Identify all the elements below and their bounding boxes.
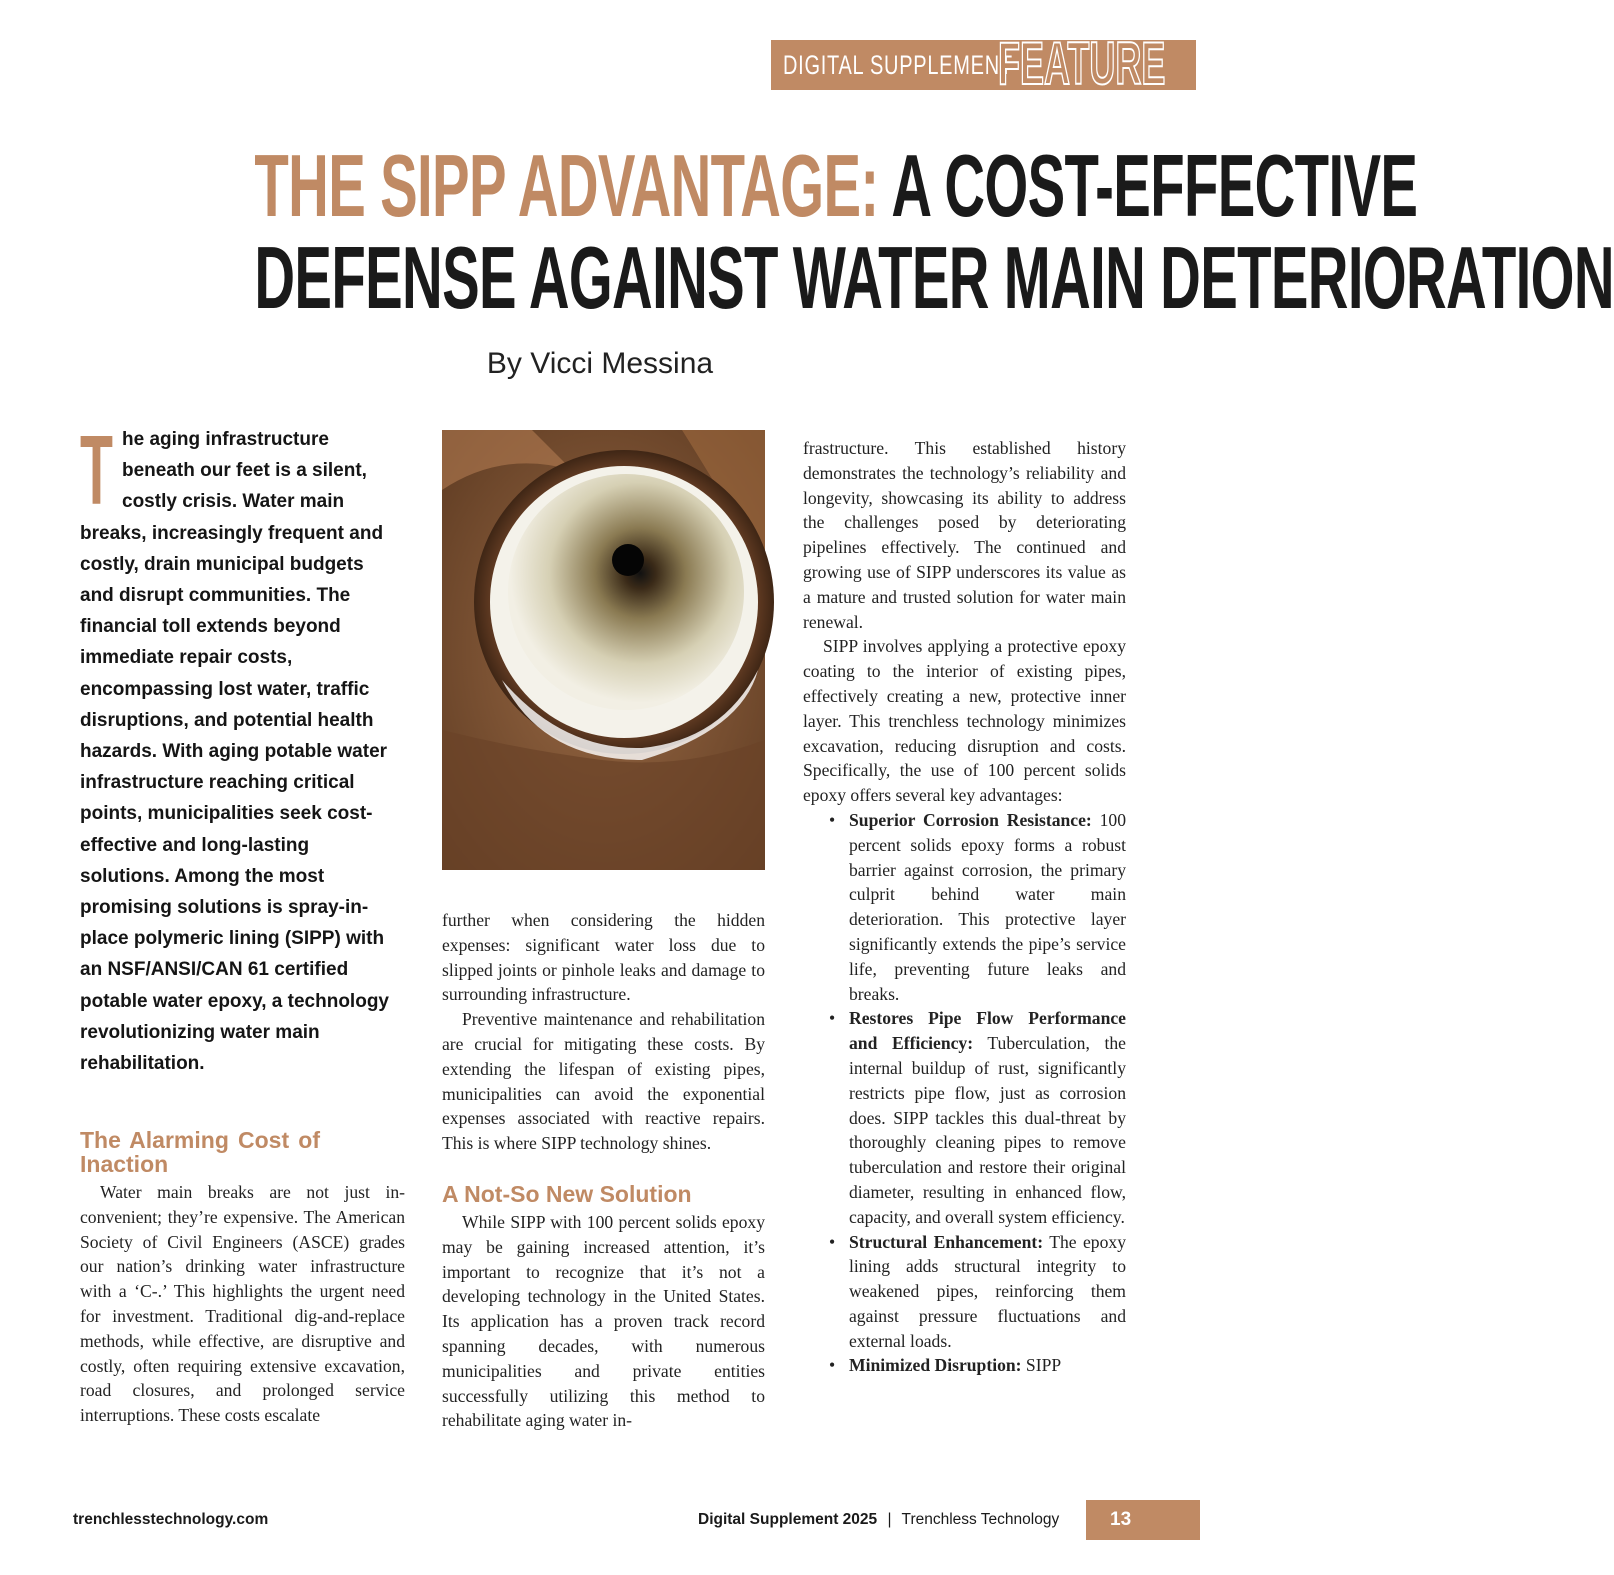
article-headline — [60, 136, 1614, 327]
list-item-text: SIPP — [1021, 1355, 1062, 1376]
bullet-icon: • — [829, 809, 836, 830]
headline-rest: A COST-EFFECTIVE — [878, 136, 1418, 235]
list-item-text: 100 percent solids epoxy forms a robust barrier against corrosion, the primary culprit behind water main deterioration. This protective layer significantly extends the pipe’s service life, preventing future leaks and breaks. — [849, 809, 1126, 1004]
pipe-photo — [442, 430, 765, 870]
drop-cap: T — [80, 415, 113, 525]
list-item — [829, 1230, 1126, 1354]
lede-text: he aging infrastructure beneath our feet is a silent, costly crisis. Water main breaks, increasingly frequent and costly, drain municipal budgets and disrupt communities. The financial toll extends beyond immediate repair costs, encompassing lost water, traffic disruptions, and potential health hazards. With aging potable water infrastructure reaching critical points, municipalities seek cost-effective and long-lasting solutions. Among the most promising solutions is spray-in-place polymeric lining (SIPP) with an NSF/ANSI/CAN 61 certified potable water epoxy, a technology revolutionizing water main rehabilitation. — [80, 429, 389, 1075]
column-2-body — [442, 908, 765, 1433]
list-item — [829, 1006, 1126, 1229]
footer-issue-label: Digital Supplement 2025 — [698, 1511, 878, 1528]
column-3-body — [803, 436, 1126, 1378]
list-item-title: Restores Pipe Flow Performance and Efficiency: — [849, 1008, 1126, 1054]
page-number: 13 — [1086, 1500, 1200, 1540]
bullet-icon: • — [829, 1355, 836, 1376]
list-item-title: Superior Corrosion Resistance: — [849, 809, 1092, 830]
body-paragraph: While SIPP with 100 percent solids epoxy may be gaining increased attention, it’s important to recognize that it’s not a developing technology in the United States. Its application has a proven track record spanning decades, with numerous municipalities and private entities successfully utilizing this method to rehabilitate aging water in- — [442, 1211, 765, 1431]
footer-website — [73, 1505, 268, 1535]
list-item-title: Minimized Disruption: — [849, 1355, 1022, 1376]
list-item — [829, 808, 1126, 1006]
lede-paragraph — [80, 415, 400, 1079]
bullet-icon: • — [829, 1008, 836, 1029]
body-paragraph: frastructure. This established history demonstrates the technology’s reliability and longevity, showcasing its ability to address the challenges posed by deteriorating pipelines effectively. The continued and growing use of SIPP underscores its value as a mature and trusted solution for water main renewal. — [803, 438, 1126, 632]
bullet-icon: • — [829, 1231, 836, 1252]
section-banner — [771, 30, 1196, 97]
body-paragraph: SIPP involves applying a protective epoxy coating to the interior of existing pipes, effectively creating a new, protective inner layer. This trenchless technology minimizes excavation, reducing disruption and costs. Specifically, the use of 100 percent solids epoxy offers several key advantages: — [803, 636, 1126, 806]
list-item-text: Tuberculation, the internal buildup of rust, significantly restricts pipe flow, just as corrosion does. SIPP tackles this dual-threat by thoroughly cleaning pipes to remove tuberculation and restore their original diameter, resulting in enhanced flow, capacity, and overall system efficiency. — [849, 1033, 1126, 1227]
section-heading-new-solution: A Not-So New Solution — [442, 1180, 692, 1207]
footer-website-link[interactable]: trenchlesstechnology.com — [73, 1511, 269, 1528]
body-paragraph: Preventive maintenance and rehabilitation are crucial for mitigating these costs. By extending the lifespan of existing pipes, municipalities can avoid the exponential expenses associated with reactive repairs. This is where SIPP technology shines. — [442, 1009, 765, 1154]
list-item — [829, 1353, 1126, 1378]
headline-accent: THE SIPP ADVANTAGE: — [254, 136, 879, 235]
section-heading-alarming-cost: The Alarming Cost of Inaction — [80, 1127, 320, 1177]
banner-supplement-label: DIGITAL SUPPLEMENT — [783, 49, 1013, 80]
footer-issue — [698, 1505, 1059, 1535]
body-paragraph: further when considering the hidden expenses: significant water loss due to slipped joints or pinhole leaks and damage to surrounding infrastructure. — [442, 910, 765, 1005]
list-item-text: The epoxy lining adds structural integrity to weakened pipes, reinforcing them against pressure fluctuations and external loads. — [849, 1231, 1126, 1351]
lined-pipe-photo-icon — [442, 430, 765, 870]
advantages-list — [827, 808, 1126, 1378]
list-item-title: Structural Enhancement: — [849, 1231, 1044, 1252]
footer-separator: | — [887, 1511, 892, 1528]
column-1-body — [80, 1128, 405, 1428]
footer-publication: Trenchless Technology — [901, 1511, 1060, 1528]
banner-feature-label: FEATURE — [998, 30, 1166, 97]
byline: By Vicci Messina — [486, 347, 714, 380]
headline-line-2: DEFENSE AGAINST WATER MAIN DETERIORATION — [254, 228, 1614, 327]
body-paragraph: Water main breaks are not just inconvenient; they’re expensive. The American Society of Civil Engineers (ASCE) grades our nation’s drinking water infrastructure with a ‘C-.’ This highlights the urgent need for investment. Traditional dig-and-replace methods, while effective, are disruptive and costly, often requiring extensive excavation, road closures, and prolonged service interruptions. These costs escalate — [80, 1182, 405, 1426]
headline-line-1 — [254, 136, 1418, 235]
